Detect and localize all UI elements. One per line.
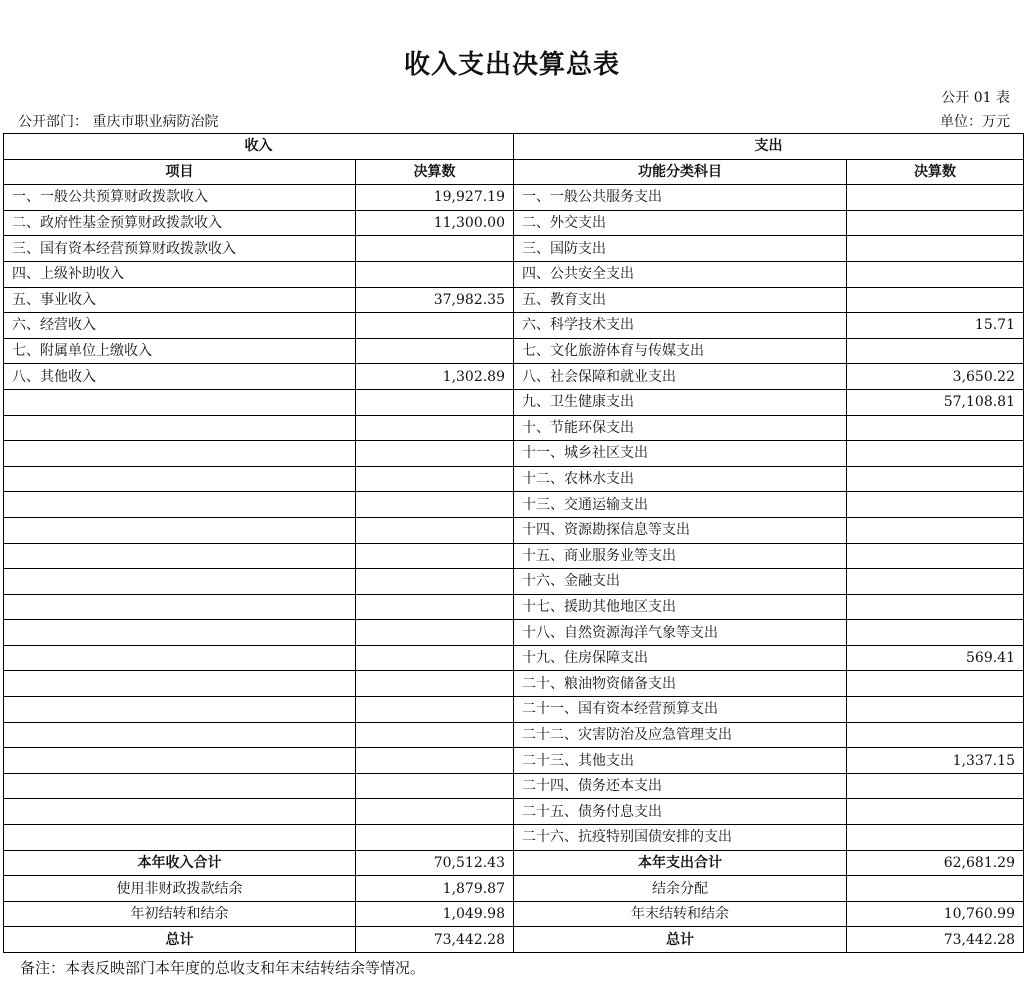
table-row — [4, 620, 1024, 646]
expense-amount-cell — [847, 671, 1024, 697]
expense-item-cell: 十八、自然资源海洋气象等支出 — [514, 620, 847, 646]
expense-amount-cell: 1,337.15 — [847, 748, 1024, 774]
table-row — [4, 236, 1024, 262]
income-item-cell — [4, 748, 356, 774]
expense-item-cell: 二十二、灾害防治及应急管理支出 — [514, 722, 847, 748]
table-row — [4, 594, 1024, 620]
income-amount-cell — [356, 313, 514, 339]
summary-expense-label: 年末结转和结余 — [514, 901, 847, 927]
unit-label: 单位：万元 — [940, 114, 1010, 130]
income-amount-cell — [356, 543, 514, 569]
income-amount-cell — [356, 261, 514, 287]
expense-item-cell: 六、科学技术支出 — [514, 313, 847, 339]
summary-income-label: 总计 — [4, 927, 356, 953]
expense-item-cell: 八、社会保障和就业支出 — [514, 364, 847, 390]
income-item-cell: 二、政府性基金预算财政拨款收入 — [4, 210, 356, 236]
income-item-cell — [4, 492, 356, 518]
income-amount-cell — [356, 441, 514, 467]
expense-item-cell: 十九、住房保障支出 — [514, 645, 847, 671]
summary-row — [4, 850, 1024, 876]
income-amount-cell — [356, 594, 514, 620]
income-item-cell: 一、一般公共预算财政拨款收入 — [4, 185, 356, 211]
expense-header: 支出 — [514, 134, 1024, 160]
amount-header-expense: 决算数 — [847, 159, 1024, 185]
income-item-cell — [4, 620, 356, 646]
table-row — [4, 185, 1024, 211]
income-item-cell — [4, 722, 356, 748]
table-row — [4, 645, 1024, 671]
table-row — [4, 210, 1024, 236]
summary-expense-amount — [847, 876, 1024, 902]
summary-expense-label: 总计 — [514, 927, 847, 953]
income-item-cell — [4, 697, 356, 723]
table-row — [4, 338, 1024, 364]
summary-expense-label: 结余分配 — [514, 876, 847, 902]
table-row — [4, 671, 1024, 697]
expense-item-cell: 十二、农林水支出 — [514, 466, 847, 492]
expense-item-cell: 二十六、抗疫特别国债安排的支出 — [514, 825, 847, 851]
footnote: 备注：本表反映部门本年度的总收支和年末结转结余等情况。 — [20, 959, 426, 977]
income-item-cell: 六、经营收入 — [4, 313, 356, 339]
summary-income-amount: 1,049.98 — [356, 901, 514, 927]
expense-item-cell: 十七、援助其他地区支出 — [514, 594, 847, 620]
expense-amount-cell — [847, 441, 1024, 467]
income-amount-cell — [356, 415, 514, 441]
table-row — [4, 313, 1024, 339]
summary-row — [4, 927, 1024, 953]
table-row — [4, 722, 1024, 748]
table-row — [4, 517, 1024, 543]
expense-amount-cell — [847, 236, 1024, 262]
expense-item-cell: 三、国防支出 — [514, 236, 847, 262]
expense-amount-cell: 3,650.22 — [847, 364, 1024, 390]
expense-amount-cell: 15.71 — [847, 313, 1024, 339]
expense-amount-cell — [847, 210, 1024, 236]
income-amount-cell — [356, 748, 514, 774]
header-row-group — [4, 134, 1024, 160]
expense-amount-cell — [847, 722, 1024, 748]
summary-income-label: 使用非财政拨款结余 — [4, 876, 356, 902]
table-row — [4, 466, 1024, 492]
income-item-cell: 四、上级补助收入 — [4, 261, 356, 287]
income-amount-cell — [356, 799, 514, 825]
expense-item-cell: 四、公共安全支出 — [514, 261, 847, 287]
expense-item-cell: 一、一般公共服务支出 — [514, 185, 847, 211]
expense-item-cell: 七、文化旅游体育与传媒支出 — [514, 338, 847, 364]
income-amount-cell — [356, 389, 514, 415]
expense-amount-cell — [847, 338, 1024, 364]
expense-amount-cell — [847, 799, 1024, 825]
income-item-cell — [4, 466, 356, 492]
table-row — [4, 799, 1024, 825]
summary-expense-amount: 73,442.28 — [847, 927, 1024, 953]
expense-amount-cell: 57,108.81 — [847, 389, 1024, 415]
expense-item-cell: 十四、资源勘探信息等支出 — [514, 517, 847, 543]
income-amount-cell — [356, 466, 514, 492]
expense-amount-cell — [847, 185, 1024, 211]
income-item-cell: 三、国有资本经营预算财政拨款收入 — [4, 236, 356, 262]
expense-item-cell: 五、教育支出 — [514, 287, 847, 313]
income-item-cell — [4, 441, 356, 467]
expense-amount-cell — [847, 825, 1024, 851]
summary-income-amount: 1,879.87 — [356, 876, 514, 902]
income-item-cell — [4, 543, 356, 569]
expense-amount-cell — [847, 620, 1024, 646]
income-amount-cell — [356, 620, 514, 646]
table-row — [4, 543, 1024, 569]
expense-item-cell: 十、节能环保支出 — [514, 415, 847, 441]
table-row — [4, 389, 1024, 415]
expense-amount-cell — [847, 492, 1024, 518]
summary-income-label: 本年收入合计 — [4, 850, 356, 876]
expense-amount-cell — [847, 594, 1024, 620]
income-item-cell — [4, 594, 356, 620]
expense-item-cell: 二十一、国有资本经营预算支出 — [514, 697, 847, 723]
item-header: 项目 — [4, 159, 356, 185]
table-row — [4, 441, 1024, 467]
department-label: 公开部门： 重庆市职业病防治院 — [18, 114, 219, 130]
expense-item-cell: 十一、城乡社区支出 — [514, 441, 847, 467]
summary-income-amount: 73,442.28 — [356, 927, 514, 953]
expense-item-cell: 二十、粮油物资储备支出 — [514, 671, 847, 697]
expense-item-cell: 二、外交支出 — [514, 210, 847, 236]
table-row — [4, 415, 1024, 441]
summary-expense-label: 本年支出合计 — [514, 850, 847, 876]
income-amount-cell — [356, 825, 514, 851]
income-amount-cell — [356, 773, 514, 799]
summary-income-amount: 70,512.43 — [356, 850, 514, 876]
income-item-cell: 七、附属单位上缴收入 — [4, 338, 356, 364]
income-amount-cell — [356, 338, 514, 364]
expense-item-cell: 二十五、债务付息支出 — [514, 799, 847, 825]
income-amount-cell — [356, 492, 514, 518]
income-amount-cell — [356, 569, 514, 595]
expense-item-cell: 二十三、其他支出 — [514, 748, 847, 774]
table-row — [4, 287, 1024, 313]
expense-item-cell: 十六、金融支出 — [514, 569, 847, 595]
expense-amount-cell — [847, 773, 1024, 799]
expense-amount-cell — [847, 697, 1024, 723]
income-item-cell — [4, 773, 356, 799]
summary-row — [4, 901, 1024, 927]
table-row — [4, 492, 1024, 518]
income-item-cell — [4, 799, 356, 825]
summary-row — [4, 876, 1024, 902]
func-item-header: 功能分类科目 — [514, 159, 847, 185]
expense-amount-cell: 569.41 — [847, 645, 1024, 671]
summary-expense-amount: 10,760.99 — [847, 901, 1024, 927]
table-row — [4, 825, 1024, 851]
table-row — [4, 569, 1024, 595]
table-row — [4, 364, 1024, 390]
expense-amount-cell — [847, 466, 1024, 492]
income-amount-cell: 19,927.19 — [356, 185, 514, 211]
income-amount-cell — [356, 645, 514, 671]
income-item-cell — [4, 569, 356, 595]
income-item-cell: 五、事业收入 — [4, 287, 356, 313]
expense-item-cell: 十五、商业服务业等支出 — [514, 543, 847, 569]
income-item-cell — [4, 645, 356, 671]
income-header: 收入 — [4, 134, 514, 160]
table-number: 公开 01 表 — [941, 90, 1010, 106]
income-item-cell — [4, 517, 356, 543]
expense-item-cell: 九、卫生健康支出 — [514, 389, 847, 415]
income-amount-cell — [356, 722, 514, 748]
income-amount-cell — [356, 517, 514, 543]
table-row — [4, 748, 1024, 774]
income-item-cell — [4, 671, 356, 697]
income-item-cell — [4, 825, 356, 851]
table-row — [4, 697, 1024, 723]
header-row-columns — [4, 159, 1024, 185]
expense-amount-cell — [847, 517, 1024, 543]
expense-amount-cell — [847, 415, 1024, 441]
expense-amount-cell — [847, 543, 1024, 569]
income-item-cell — [4, 389, 356, 415]
income-item-cell — [4, 415, 356, 441]
expense-item-cell: 二十四、债务还本支出 — [514, 773, 847, 799]
income-amount-cell: 11,300.00 — [356, 210, 514, 236]
income-amount-cell: 37,982.35 — [356, 287, 514, 313]
income-item-cell: 八、其他收入 — [4, 364, 356, 390]
summary-income-label: 年初结转和结余 — [4, 901, 356, 927]
expense-amount-cell — [847, 261, 1024, 287]
income-amount-cell — [356, 697, 514, 723]
summary-expense-amount: 62,681.29 — [847, 850, 1024, 876]
amount-header: 决算数 — [356, 159, 514, 185]
expense-item-cell: 十三、交通运输支出 — [514, 492, 847, 518]
income-amount-cell — [356, 236, 514, 262]
table-row — [4, 261, 1024, 287]
income-amount-cell — [356, 671, 514, 697]
income-amount-cell: 1,302.89 — [356, 364, 514, 390]
expense-amount-cell — [847, 287, 1024, 313]
expense-amount-cell — [847, 569, 1024, 595]
page-title: 收入支出决算总表 — [403, 50, 620, 80]
income-expense-table — [3, 133, 1024, 953]
table-row — [4, 773, 1024, 799]
